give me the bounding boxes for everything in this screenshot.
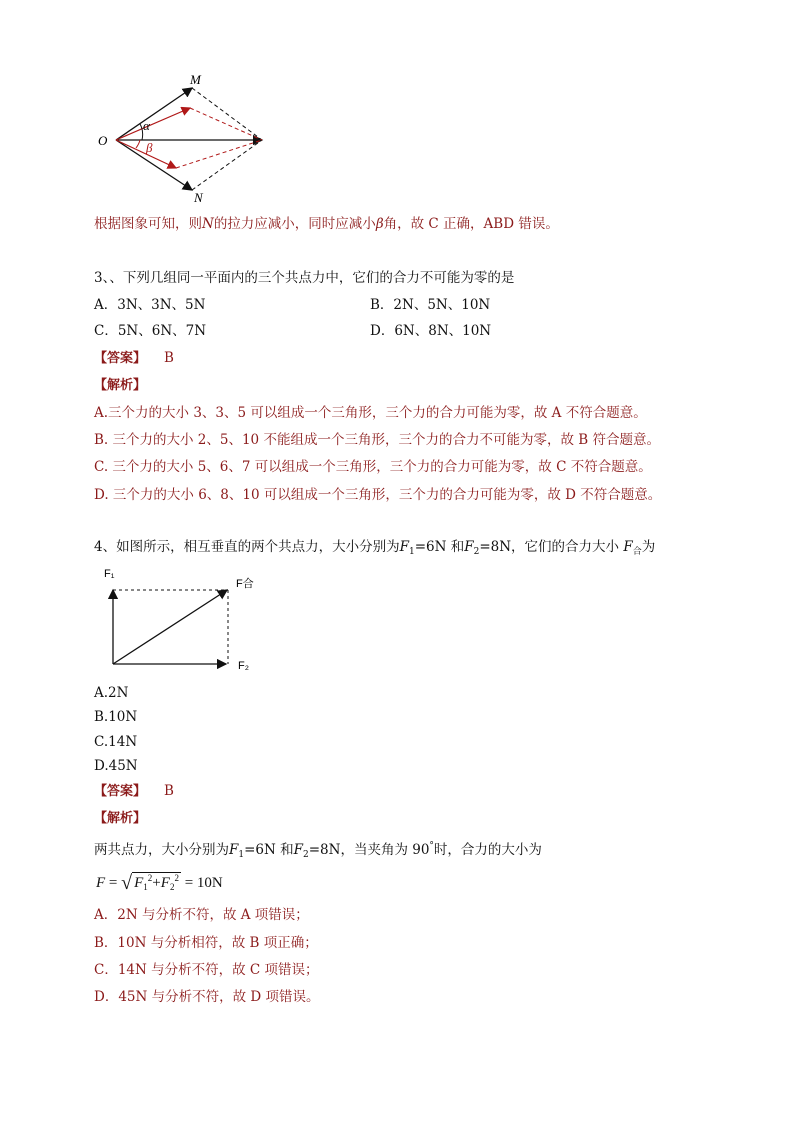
q4-option-c: C.14N [94,734,138,750]
label-F1: F₁ [104,568,115,580]
q4-conclusion-d: D．45N 与分析不符，故 D 项错误。 [94,989,320,1005]
q4-conclusion-a: A．2N 与分析不符，故 A 项错误； [94,907,309,923]
force-rectangle-figure [96,562,266,680]
label-O: O [98,133,108,148]
q3-option-c: C．5N、6N、7N [94,323,207,339]
q4-stem: 4、如图所示，相互垂直的两个共点力，大小分别为$F_1=6N$ 和$F_2=8N$，它们的合力大小 $F_合$为 [94,539,656,557]
q3-analysis-a: A.三个力的大小 3、3、5 可以组成一个三角形，三个力的合力可能为零，故 A 不符合题意。 [94,405,647,421]
vector-ON [116,140,192,190]
vector-red-upper [116,108,190,140]
q3-analysis-b: B. 三个力的大小 2、5、10 不能组成一个三角形，三个力的合力不可能为零，故 B 符合题意。 [94,432,660,448]
vector-OM [116,88,192,140]
label-F-resultant: F合 [236,578,254,590]
q3-analysis-c: C. 三个力的大小 5、6、7 可以组成一个三角形，三个力的合力可能为零，故 C 不符合题意。 [94,459,652,475]
q3-option-b: B．2N、5N、10N [370,297,491,313]
label-beta: β [146,140,153,155]
q4-answer: 【答案】 B [94,783,174,799]
force-decomposition-figure [96,68,276,210]
q3-analysis-d: D. 三个力的大小 6、8、10 可以组成一个三角形，三个力的合力可能为零，故 D 不符合题意。 [94,487,662,503]
q4-analysis-tag: 【解析】 [94,811,147,826]
q3-answer: 【答案】 B [94,350,174,366]
q4-option-d: D.45N [94,758,138,774]
label-alpha: α [143,118,150,133]
label-N: N [194,190,203,205]
label-F2: F₂ [238,660,249,672]
vector-F-resultant [113,590,227,664]
q4-conclusion-c: C．14N 与分析不符，故 C 项错误； [94,962,319,978]
q3-stem: 3、、下列几组同一平面内的三个共点力中，它们的合力不可能为零的是 [94,270,515,286]
q2-conclusion: 根据图象可知，则N的拉力应减小，同时应减小β角，故 C 正确，ABD 错误。 [94,216,559,232]
resultant-formula: F = √ $F_1^2+F_2^2 = 10N$ [96,872,223,894]
q3-option-d: D．6N、8N、10N [370,323,492,339]
q3-analysis-tag: 【解析】 [94,378,147,393]
q4-option-b: B.10N [94,709,138,725]
label-M: M [190,72,201,87]
q4-analysis-intro: 两共点力，大小分别为$F_1=6N$ 和$F_2=8N$，当夹角为 90°时，合力的大小为 [94,841,542,860]
q4-option-a: A.2N [94,685,129,701]
q4-conclusion-b: B．10N 与分析相符，故 B 项正确； [94,935,318,951]
q3-option-a: A．3N、3N、5N [94,297,206,313]
